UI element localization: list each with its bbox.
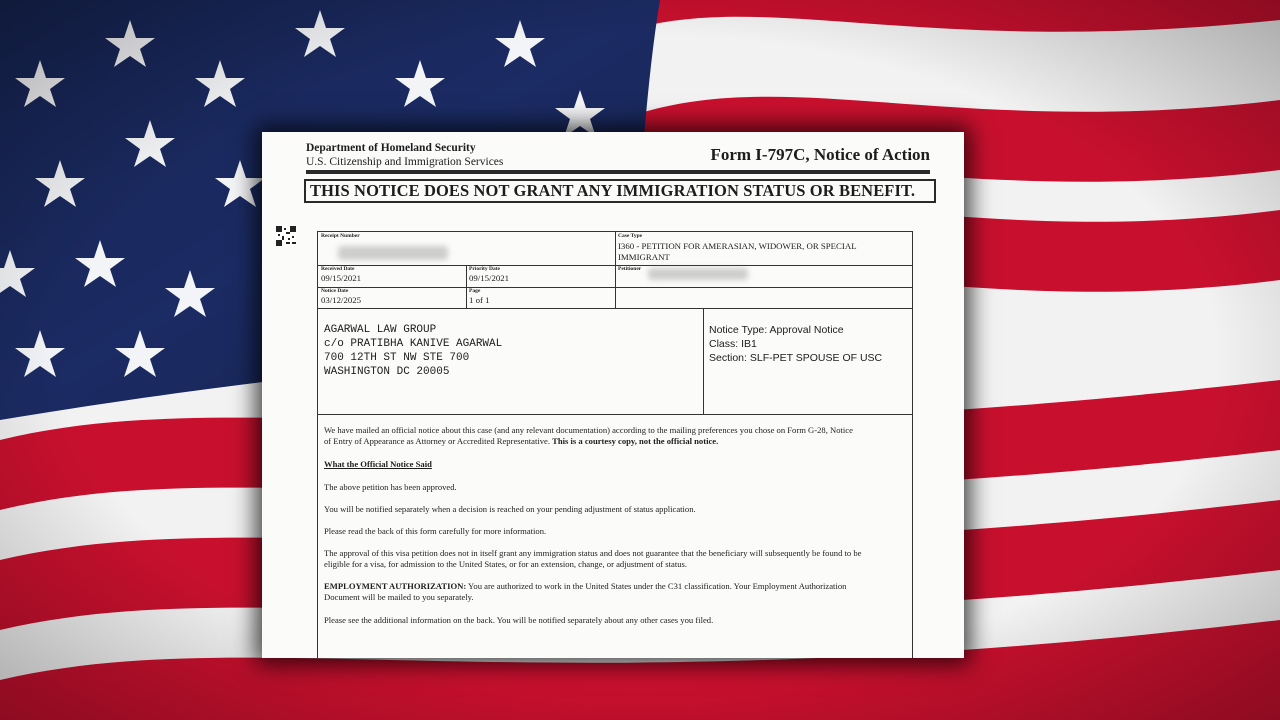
approval-statement: The above petition has been approved. bbox=[324, 482, 457, 492]
notice-date-label: Notice Date bbox=[321, 288, 349, 294]
priority-date-label: Priority Date bbox=[469, 266, 500, 272]
read-back-notice: Please read the back of this form carefully for more information. bbox=[324, 526, 547, 536]
notice-section: Section: SLF-PET SPOUSE OF USC bbox=[709, 352, 883, 364]
barcode-icon bbox=[276, 226, 296, 246]
additional-info-notice: Please see the additional information on the back. You will be notified separately about any other cases you filed. bbox=[324, 615, 714, 625]
adjustment-notice: You will be notified separately when a decision is reached on your pending adjustment of status application. bbox=[324, 504, 696, 514]
page-label: Page bbox=[469, 288, 481, 294]
notice-type: Notice Type: Approval Notice bbox=[709, 324, 844, 336]
employment-authorization-line-1: EMPLOYMENT AUTHORIZATION: You are authorized to work in the United States under the C31 classification. Your Employment Authorization bbox=[324, 581, 847, 591]
petitioner-label: Petitioner bbox=[618, 266, 642, 272]
visa-disclaimer-line-2: eligible for a visa, for admission to the United States, or for an extension, change, or adjustment of status. bbox=[324, 559, 688, 569]
status-disclaimer-banner: THIS NOTICE DOES NOT GRANT ANY IMMIGRATION STATUS OR BENEFIT. bbox=[304, 179, 936, 203]
receipt-number-label: Receipt Number bbox=[321, 233, 360, 239]
case-type-label: Case Type bbox=[618, 233, 643, 239]
received-date-value: 09/15/2021 bbox=[321, 273, 362, 283]
agency-name: U.S. Citizenship and Immigration Services bbox=[306, 156, 504, 168]
page-value: 1 of 1 bbox=[469, 295, 490, 305]
header-rule bbox=[306, 170, 930, 174]
address-line-1: AGARWAL LAW GROUP bbox=[324, 324, 437, 336]
courtesy-paragraph-line-1: We have mailed an official notice about this case (and any relevant documentation) according to the mailing preferences you chose on Form G-28, Notice bbox=[324, 425, 853, 435]
notice-date-value: 03/12/2025 bbox=[321, 295, 362, 305]
case-type-value-1: I360 - PETITION FOR AMERASIAN, WIDOWER, OR SPECIAL bbox=[618, 241, 857, 251]
received-date-label: Received Date bbox=[321, 266, 355, 272]
official-notice-heading: What the Official Notice Said bbox=[324, 459, 432, 469]
department-name: Department of Homeland Security bbox=[306, 142, 476, 154]
courtesy-paragraph-line-2: of Entry of Appearance as Attorney or Accredited Representative. This is a courtesy copy, not the official notice. bbox=[324, 436, 719, 446]
address-line-3: 700 12TH ST NW STE 700 bbox=[324, 352, 470, 364]
notice-class: Class: IB1 bbox=[709, 338, 757, 350]
form-title: Form I-797C, Notice of Action bbox=[710, 145, 930, 164]
employment-authorization-line-2: Document will be mailed to you separately. bbox=[324, 592, 474, 602]
address-line-2: c/o PRATIBHA KANIVE AGARWAL bbox=[324, 338, 503, 350]
redacted-receipt-number bbox=[338, 246, 448, 260]
redacted-petitioner bbox=[648, 268, 748, 280]
visa-disclaimer-line-1: The approval of this visa petition does not in itself grant any immigration status and does not guarantee that the beneficiary will subsequently be found to be bbox=[324, 548, 862, 558]
case-type-value-2: IMMIGRANT bbox=[618, 252, 670, 262]
priority-date-value: 09/15/2021 bbox=[469, 273, 510, 283]
address-line-4: WASHINGTON DC 20005 bbox=[324, 366, 450, 378]
i797c-notice-document bbox=[262, 132, 964, 658]
notice-form-table bbox=[317, 231, 913, 658]
